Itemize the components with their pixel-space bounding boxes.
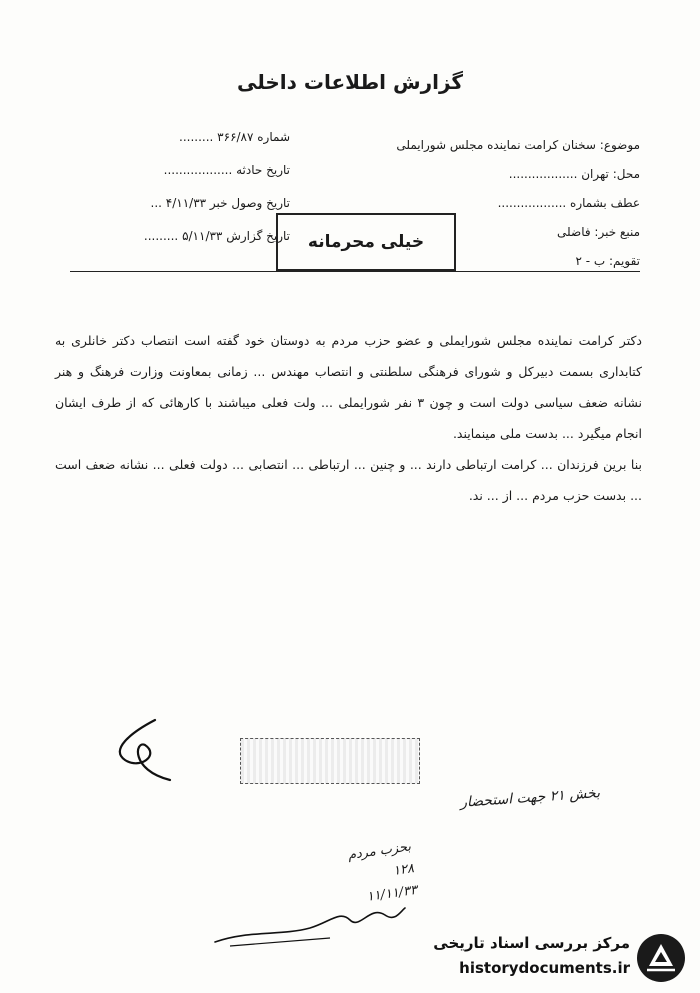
classification-stamp: خیلی محرمانه [276,213,456,271]
handwritten-note: بخش ۲۱ جهت استحضار [459,785,601,811]
report-body [55,325,642,511]
meta-subject: موضوع: سخنان کرامت نماینده مجلس شورایملی [396,138,640,152]
redacted-area [240,738,420,784]
handwritten-line-1: بحزب مردم [346,839,412,864]
meta-report-date: تاریخ گزارش ۵/۱۱/۳۳ ......... [143,229,290,243]
archive-watermark [410,928,695,988]
meta-reference: عطف بشماره .................. [497,196,640,210]
body-paragraph-1: دکتر کرامت نماینده مجلس شورایملی و عضو حزب مردم به دوستان خود گفته است انتصاب دکتر خانلری به کتابداری بسمت دبیرکل و شورای فرهنگی سلطنتی و انتصاب مهندس ... زمانی بمعاونت وزارت فرهنگ و هنر نشانه ضعف سیاسی دولت است و چون ۳ نفر شورایملی ... ولت فعلی میباشند با کارهائی که از طرف ایشان انجام میگیرد ... بدست ملی مینمایند. [55,333,642,441]
meta-incident-date: تاریخ حادثه .................. [163,163,290,177]
meta-source: منبع خبر: فاضلی [557,225,640,239]
header-divider [70,271,640,272]
handwritten-signature [210,900,410,950]
meta-received-date: تاریخ وصول خبر ۴/۱۱/۳۳ ... [150,196,290,210]
signature-mark [100,715,180,785]
meta-number: شماره ۳۶۶/۸۷ ......... [179,130,290,144]
body-paragraph-2: بنا برین فرزندان ... کرامت ارتباطی دارند ... و چنین ... ارتباطی ... انتصابی ... دولت فعلی ... نشانه ضعف است ... بدست حزب مردم ... از ... ند. [55,457,642,503]
watermark-name: مرکز بررسی اسناد تاریخی [433,934,630,952]
document-title: گزارش اطلاعات داخلی [236,70,464,94]
archive-logo-icon [635,932,687,984]
meta-left-block [70,130,290,262]
watermark-url: historydocuments.ir [459,959,630,977]
meta-location: محل: تهران .................. [508,167,640,181]
handwritten-line-2: ۱۲۸ [392,861,416,879]
meta-calendar: تقویم: ب - ۲ [575,254,640,268]
handwritten-line-3: ۱۱/۱۱/۳۳ [365,882,419,905]
